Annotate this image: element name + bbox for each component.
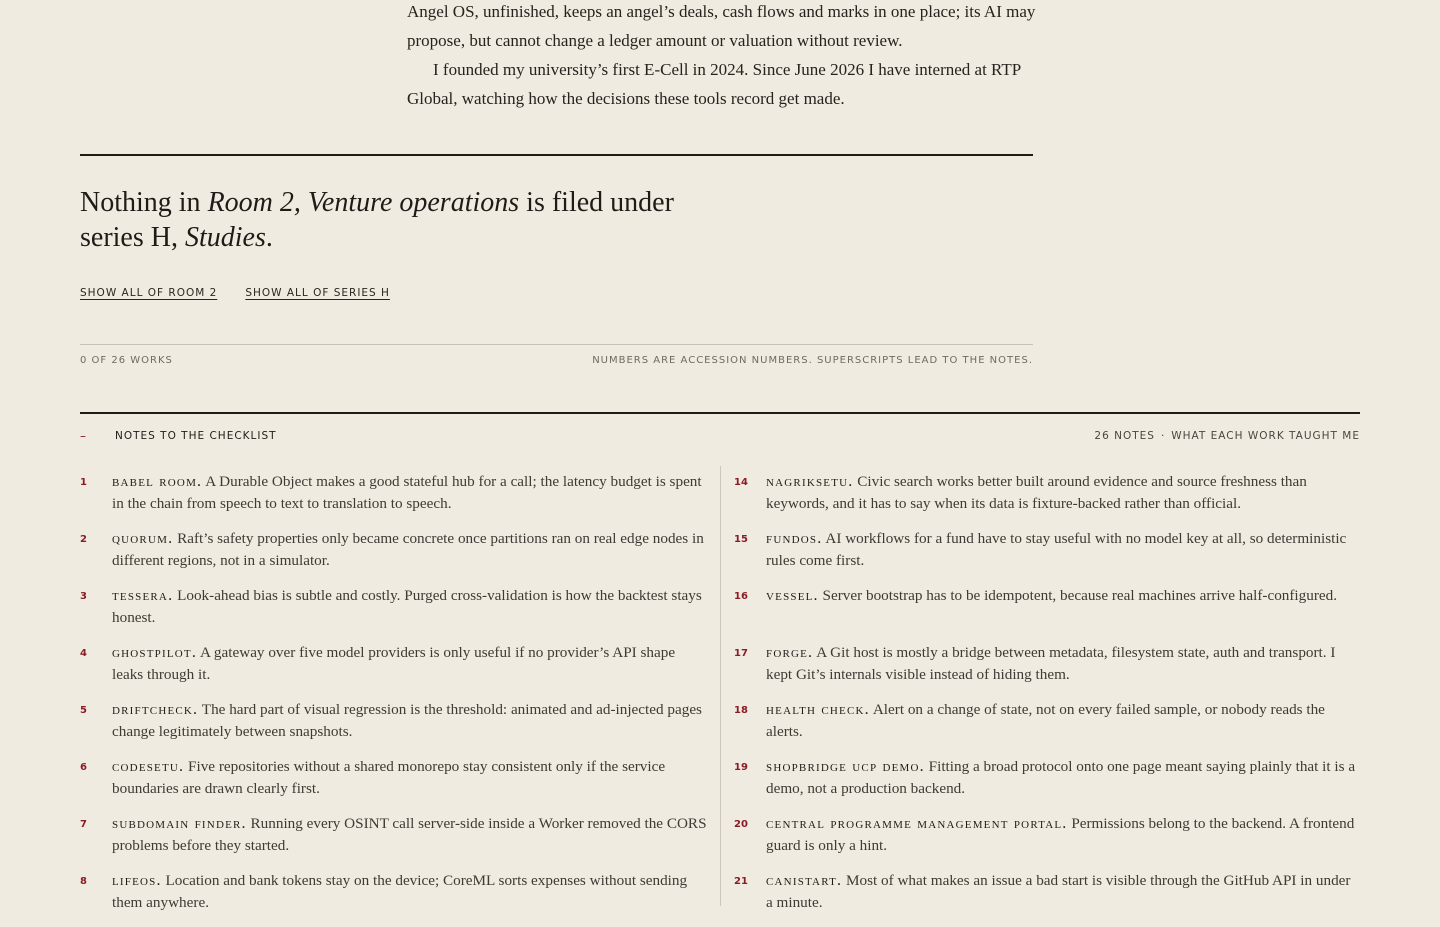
note-number[interactable]: 5 <box>80 705 87 716</box>
notes-column-left <box>80 471 710 927</box>
note-number[interactable]: 17 <box>734 648 748 659</box>
note-text: Running every OSINT call server-side inside a Worker removed the CORS problems before they started. <box>112 815 707 854</box>
note-title: subdomain finder. <box>112 815 247 832</box>
note-text: Permissions belong to the backend. A frontend guard is only a hint. <box>766 815 1355 854</box>
notes-subtitle: WHAT EACH WORK TAUGHT ME <box>1171 430 1360 442</box>
note-title: nagriksetu. <box>766 473 854 490</box>
note-text: AI workflows for a fund have to stay useful with no model key at all, so deterministic rules come first. <box>766 530 1347 569</box>
note-item <box>734 813 1360 870</box>
note-item <box>734 642 1360 699</box>
note-text: Most of what makes an issue a bad start is visible through the GitHub API in under a minute. <box>766 872 1351 911</box>
works-count: 0 OF 26 WORKS <box>80 355 173 366</box>
note-title: ghostpilot. <box>112 644 198 661</box>
note-number[interactable]: 2 <box>80 534 87 545</box>
note-text: The hard part of visual regression is the threshold: animated and ad-injected pages change legitimately between snapshots. <box>112 701 702 740</box>
note-item <box>734 585 1360 642</box>
note-number[interactable]: 1 <box>80 477 87 488</box>
show-all-room-link[interactable]: SHOW ALL OF ROOM 2 <box>80 287 218 299</box>
note-text: Alert on a change of state, not on every failed sample, or nobody reads the alerts. <box>766 701 1325 740</box>
empty-state-heading <box>80 185 720 255</box>
note-title: quorum. <box>112 530 174 547</box>
note-number[interactable]: 19 <box>734 762 748 773</box>
note-item <box>80 756 710 813</box>
note-item <box>734 756 1360 813</box>
room-name: Room 2, Venture operations <box>207 187 520 218</box>
note-number[interactable]: 3 <box>80 591 87 602</box>
note-item <box>734 471 1360 528</box>
note-item <box>80 471 710 528</box>
note-text: Raft’s safety properties only became concrete once partitions ran on real edge nodes in different regions, not in a simulator. <box>112 530 704 569</box>
note-title: shopbridge ucp demo. <box>766 758 925 775</box>
intro-paragraph-background: I founded my university’s first E-Cell in 2024. Since June 2026 I have interned at RTP Global, watching how the decisions these tools record get made. <box>407 60 1021 108</box>
note-text: Server bootstrap has to be idempotent, because real machines arrive half-configured. <box>818 587 1338 604</box>
notes-summary <box>1094 430 1360 442</box>
note-item <box>734 699 1360 756</box>
filter-links <box>80 287 390 299</box>
note-item <box>734 528 1360 585</box>
meta-divider <box>80 344 1033 345</box>
note-title: vessel. <box>766 587 819 604</box>
note-title: codesetu. <box>112 758 185 775</box>
note-number[interactable]: 6 <box>80 762 87 773</box>
notes-rule <box>80 412 1360 414</box>
notes-count: 26 NOTES <box>1094 430 1155 442</box>
intro-text <box>407 0 1037 113</box>
empty-state-text: . <box>265 222 273 253</box>
note-number[interactable]: 15 <box>734 534 748 545</box>
note-number[interactable]: 8 <box>80 876 87 887</box>
note-title: driftcheck. <box>112 701 199 718</box>
note-title: forge. <box>766 644 814 661</box>
notes-title: NOTES TO THE CHECKLIST <box>115 430 277 442</box>
show-all-series-link[interactable]: SHOW ALL OF SERIES H <box>245 287 390 299</box>
note-title: fundos. <box>766 530 823 547</box>
note-number[interactable]: 18 <box>734 705 748 716</box>
notes-column-right <box>734 471 1360 927</box>
notes-separator: · <box>1160 430 1166 442</box>
note-title: babel room. <box>112 473 203 490</box>
note-text: Look-ahead bias is subtle and costly. Purged cross-validation is how the backtest stays honest. <box>112 587 702 626</box>
note-item <box>80 699 710 756</box>
note-number[interactable]: 16 <box>734 591 748 602</box>
note-text: Civic search works better built around evidence and source freshness than keywords, and it has to say when its data is fixture-backed rather than official. <box>766 473 1307 512</box>
note-number[interactable]: 4 <box>80 648 87 659</box>
note-title: health check. <box>766 701 870 718</box>
note-title: lifeos. <box>112 872 162 889</box>
note-number[interactable]: 20 <box>734 819 748 830</box>
section-rule <box>80 154 1033 156</box>
note-item <box>734 870 1360 927</box>
note-text: Fitting a broad protocol onto one page meant saying plainly that it is a demo, not a production backend. <box>766 758 1356 797</box>
empty-state-text: Nothing in <box>80 187 208 218</box>
note-title: canistart. <box>766 872 843 889</box>
series-name: Studies <box>184 222 266 253</box>
empty-state-text: is filed under series H, <box>80 187 674 253</box>
note-item <box>80 642 710 699</box>
note-text: A Git host is mostly a bridge between metadata, filesystem state, auth and transport. I kept Git’s internals visible instead of hiding them. <box>766 644 1336 683</box>
column-divider <box>720 466 721 906</box>
collapse-toggle-icon[interactable]: – <box>80 429 87 443</box>
note-text: A gateway over five model providers is only useful if no provider’s API shape leaks through it. <box>112 644 676 683</box>
note-item <box>80 813 710 870</box>
note-text: Five repositories without a shared monorepo stay consistent only if the service boundaries are drawn clearly first. <box>112 758 666 797</box>
note-text: Location and bank tokens stay on the device; CoreML sorts expenses without sending them anywhere. <box>112 872 688 911</box>
note-number[interactable]: 7 <box>80 819 87 830</box>
note-number[interactable]: 14 <box>734 477 748 488</box>
note-item <box>80 870 710 927</box>
notes-header <box>80 430 1360 446</box>
note-item <box>80 585 710 642</box>
note-title: central programme management portal. <box>766 815 1068 832</box>
note-item <box>80 528 710 585</box>
note-number[interactable]: 21 <box>734 876 748 887</box>
intro-paragraph-angel-os: Angel OS, unfinished, keeps an angel’s deals, cash flows and marks in one place; its AI may propose, but cannot change a ledger amount or valuation without review. <box>407 2 1036 50</box>
note-title: tessera. <box>112 587 174 604</box>
accession-hint: NUMBERS ARE ACCESSION NUMBERS. SUPERSCRIPTS LEAD TO THE NOTES. <box>592 355 1033 366</box>
note-text: A Durable Object makes a good stateful hub for a call; the latency budget is spent in the chain from speech to text to translation to speech. <box>112 473 702 512</box>
